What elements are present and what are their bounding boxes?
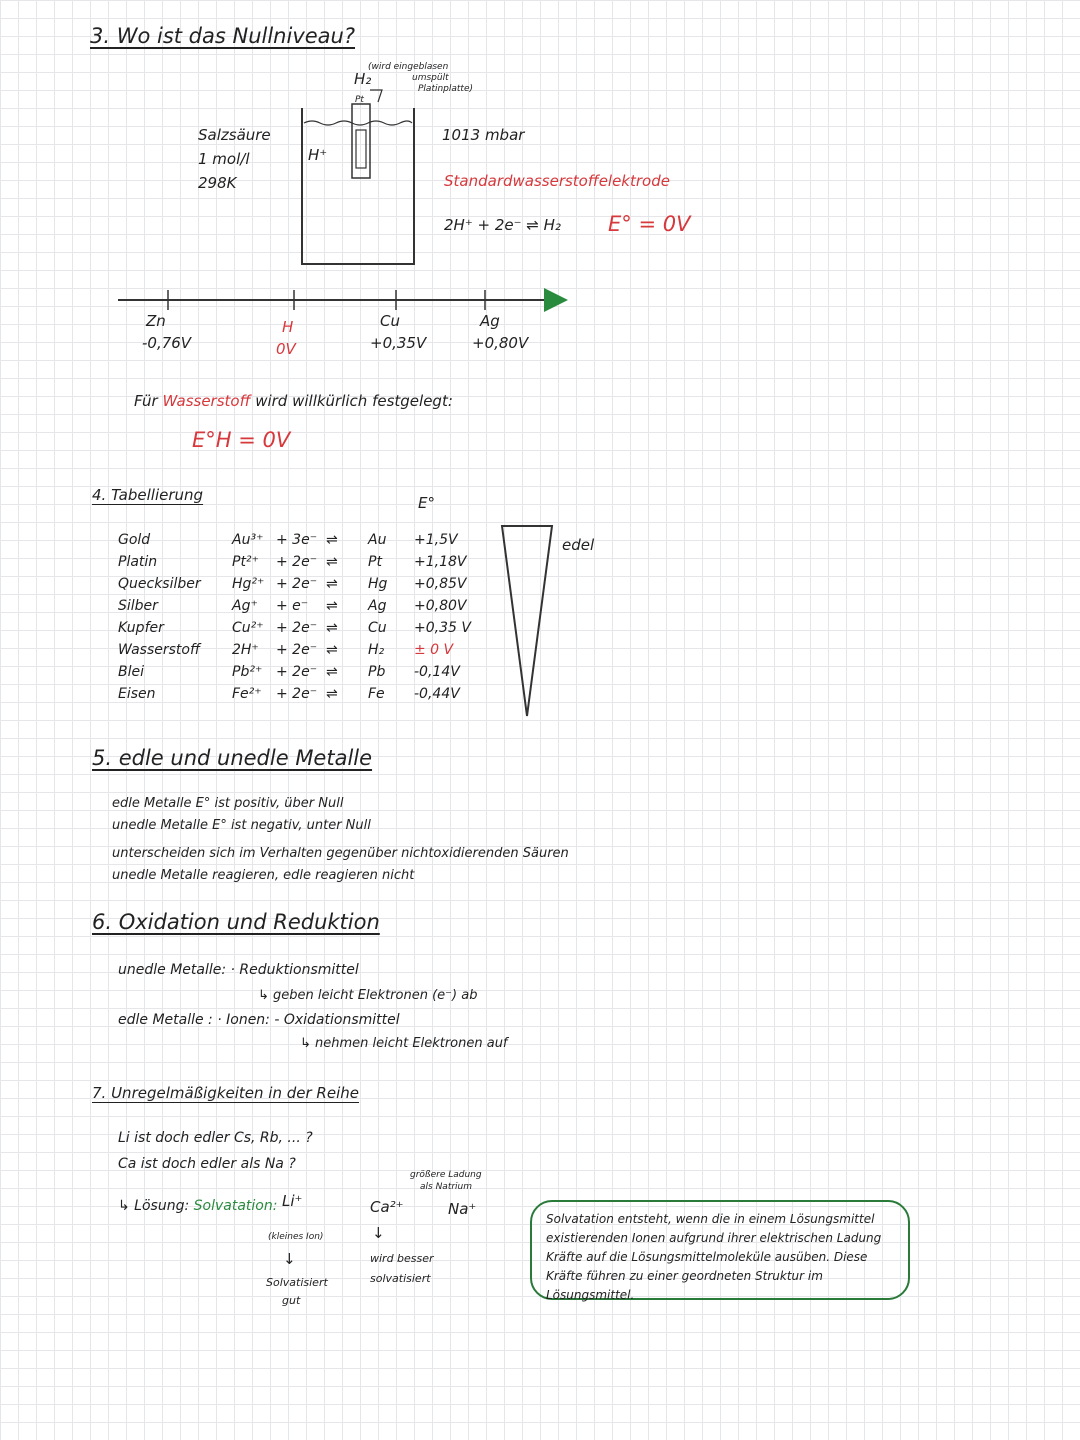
scale-zn-value: -0,76V (142, 334, 192, 352)
row-equilibrium: ⇌ (326, 554, 338, 570)
gas-inlet (370, 90, 382, 102)
nobility-wedge-icon (498, 522, 558, 720)
lithium-ion: Li⁺ (282, 1192, 303, 1210)
pressure-label: 1013 mbar (442, 126, 525, 144)
lithium-note: (kleines Ion) (268, 1232, 324, 1242)
gas-note-1: (wird eingeblasen (368, 62, 449, 72)
scale-ag-value: +0,80V (472, 334, 529, 352)
row-name: Quecksilber (118, 576, 201, 592)
row-name: Kupfer (118, 620, 164, 636)
row-e0: -0,14V (414, 664, 460, 680)
platinum-label: Pt (355, 95, 364, 105)
section6-line3: edle Metalle : · Ionen: - Oxidationsmittel (118, 1012, 400, 1028)
row-ion: Hg²⁺ (232, 576, 265, 592)
row-e0: +1,18V (414, 554, 467, 570)
solvation-note-text: Solvatation entsteht, wenn die in einem Lösungsmittel existierenden Ionen aufgrund ihrer elektrischen Ladung Kräfte auf die Lösungsmittelmoleküle ausüben. Diese Kräfte führen zu einer geordneten Struktur im Lösungsmittel. (546, 1212, 882, 1302)
row-name: Blei (118, 664, 144, 680)
hydrogen-gas-label: H₂ (354, 70, 372, 88)
row-metal: Pb (368, 664, 386, 680)
lithium-arrow: ↓ (283, 1250, 296, 1268)
liquid-surface (304, 121, 412, 125)
section4-heading: 4. Tabellierung (92, 486, 204, 504)
sodium-ion: Na⁺ (448, 1200, 477, 1218)
edel-label: edel (562, 536, 595, 554)
row-ion: Pt²⁺ (232, 554, 259, 570)
electrolyte-concentration: 1 mol/l (198, 150, 250, 168)
standard-potential: E° = 0V (608, 212, 691, 236)
solution-pre: ↳ Lösung: (118, 1198, 190, 1214)
row-e0: +1,5V (414, 532, 458, 548)
section6-line4: ↳ nehmen leicht Elektronen auf (300, 1036, 508, 1051)
row-metal: Au (368, 532, 387, 548)
table-col-header-e0: E° (418, 494, 435, 512)
row-equilibrium: ⇌ (326, 642, 338, 658)
calcium-arrow: ↓ (372, 1224, 385, 1242)
section5-point: unedle Metalle reagieren, edle reagieren nicht (112, 868, 415, 883)
row-equilibrium: ⇌ (326, 598, 338, 614)
row-metal: Pt (368, 554, 382, 570)
row-electrons: + 2e⁻ (276, 620, 318, 636)
beaker-outline (302, 108, 414, 264)
scale-arrowhead (544, 288, 568, 312)
row-metal: Ag (368, 598, 387, 614)
row-e0: +0,35 V (414, 620, 471, 636)
row-name: Eisen (118, 686, 156, 702)
lithium-result-2: gut (282, 1294, 301, 1307)
hydrogen-ion-label: H⁺ (308, 146, 328, 164)
row-e0: ± 0 V (414, 642, 454, 658)
row-ion: Ag⁺ (232, 598, 258, 614)
section7-question-1: Li ist doch edler Cs, Rb, ... ? (118, 1130, 313, 1146)
row-metal: H₂ (368, 642, 385, 658)
scale-cu-symbol: Cu (380, 312, 400, 330)
scale-h-value: 0V (276, 340, 296, 358)
row-electrons: + 2e⁻ (276, 664, 318, 680)
potential-scale-axis (118, 288, 570, 318)
section6-heading: 6. Oxidation und Reduktion (92, 910, 380, 934)
solution-word: Solvatation: (193, 1198, 278, 1214)
definition-post: wird willkürlich festgelegt: (255, 392, 453, 410)
row-electrons: + 2e⁻ (276, 554, 318, 570)
row-equilibrium: ⇌ (326, 532, 338, 548)
section5-point: unterscheiden sich im Verhalten gegenüber nichtoxidierenden Säuren (112, 846, 569, 861)
row-e0: +0,85V (414, 576, 467, 592)
platinum-plate (356, 130, 366, 168)
row-electrons: + e⁻ (276, 598, 309, 614)
gas-note-3: Platinplatte) (418, 84, 474, 94)
section3-heading: 3. Wo ist das Nullniveau? (90, 24, 356, 48)
row-e0: +0,80V (414, 598, 467, 614)
row-name: Platin (118, 554, 158, 570)
calcium-result-2: solvatisiert (370, 1272, 431, 1285)
calcium-ion: Ca²⁺ (370, 1198, 404, 1216)
section5-point: edle Metalle E° ist positiv, über Null (112, 796, 344, 811)
electrode-reaction: 2H⁺ + 2e⁻ ⇌ H₂ (444, 216, 561, 234)
row-equilibrium: ⇌ (326, 664, 338, 680)
charge-note-1: größere Ladung (410, 1170, 482, 1180)
charge-note-2: als Natrium (420, 1182, 473, 1192)
section5-heading: 5. edle und unedle Metalle (92, 746, 373, 770)
row-equilibrium: ⇌ (326, 686, 338, 702)
row-name: Silber (118, 598, 158, 614)
row-ion: 2H⁺ (232, 642, 259, 658)
section6-line2: ↳ geben leicht Elektronen (e⁻) ab (258, 988, 478, 1003)
electrode-name: Standardwasserstoffelektrode (444, 172, 670, 190)
section7-heading: 7. Unregelmäßigkeiten in der Reihe (92, 1084, 359, 1102)
definition-word: Wasserstoff (162, 392, 251, 410)
section6-line1: unedle Metalle: · Reduktionsmittel (118, 962, 359, 978)
electrolyte-temperature: 298K (198, 174, 237, 192)
row-metal: Fe (368, 686, 385, 702)
section5-point: unedle Metalle E° ist negativ, unter Null (112, 818, 371, 833)
section7-solution (118, 1198, 277, 1214)
definition-line (134, 392, 453, 410)
row-ion: Cu²⁺ (232, 620, 264, 636)
row-equilibrium: ⇌ (326, 620, 338, 636)
row-ion: Au³⁺ (232, 532, 264, 548)
gas-note-2: umspült (412, 73, 449, 83)
scale-ag-symbol: Ag (480, 312, 500, 330)
calcium-result-1: wird besser (370, 1252, 434, 1265)
row-electrons: + 2e⁻ (276, 576, 318, 592)
electrolyte-name: Salzsäure (198, 126, 271, 144)
definition-pre: Für (134, 392, 158, 410)
row-e0: -0,44V (414, 686, 460, 702)
scale-cu-value: +0,35V (370, 334, 427, 352)
definition-formula: E°H = 0V (192, 428, 291, 452)
lithium-result-1: Solvatisiert (266, 1276, 328, 1289)
hydrogen-electrode-diagram (290, 60, 430, 275)
row-electrons: + 2e⁻ (276, 642, 318, 658)
platinum-tube (352, 104, 370, 178)
scale-h-symbol: H (282, 318, 294, 336)
row-name: Wasserstoff (118, 642, 201, 658)
row-electrons: + 3e⁻ (276, 532, 318, 548)
section7-question-2: Ca ist doch edler als Na ? (118, 1156, 296, 1172)
scale-zn-symbol: Zn (146, 312, 166, 330)
row-equilibrium: ⇌ (326, 576, 338, 592)
row-ion: Fe²⁺ (232, 686, 262, 702)
row-electrons: + 2e⁻ (276, 686, 318, 702)
row-ion: Pb²⁺ (232, 664, 263, 680)
row-name: Gold (118, 532, 151, 548)
row-metal: Hg (368, 576, 388, 592)
row-metal: Cu (368, 620, 387, 636)
solvation-note-box (530, 1200, 910, 1300)
